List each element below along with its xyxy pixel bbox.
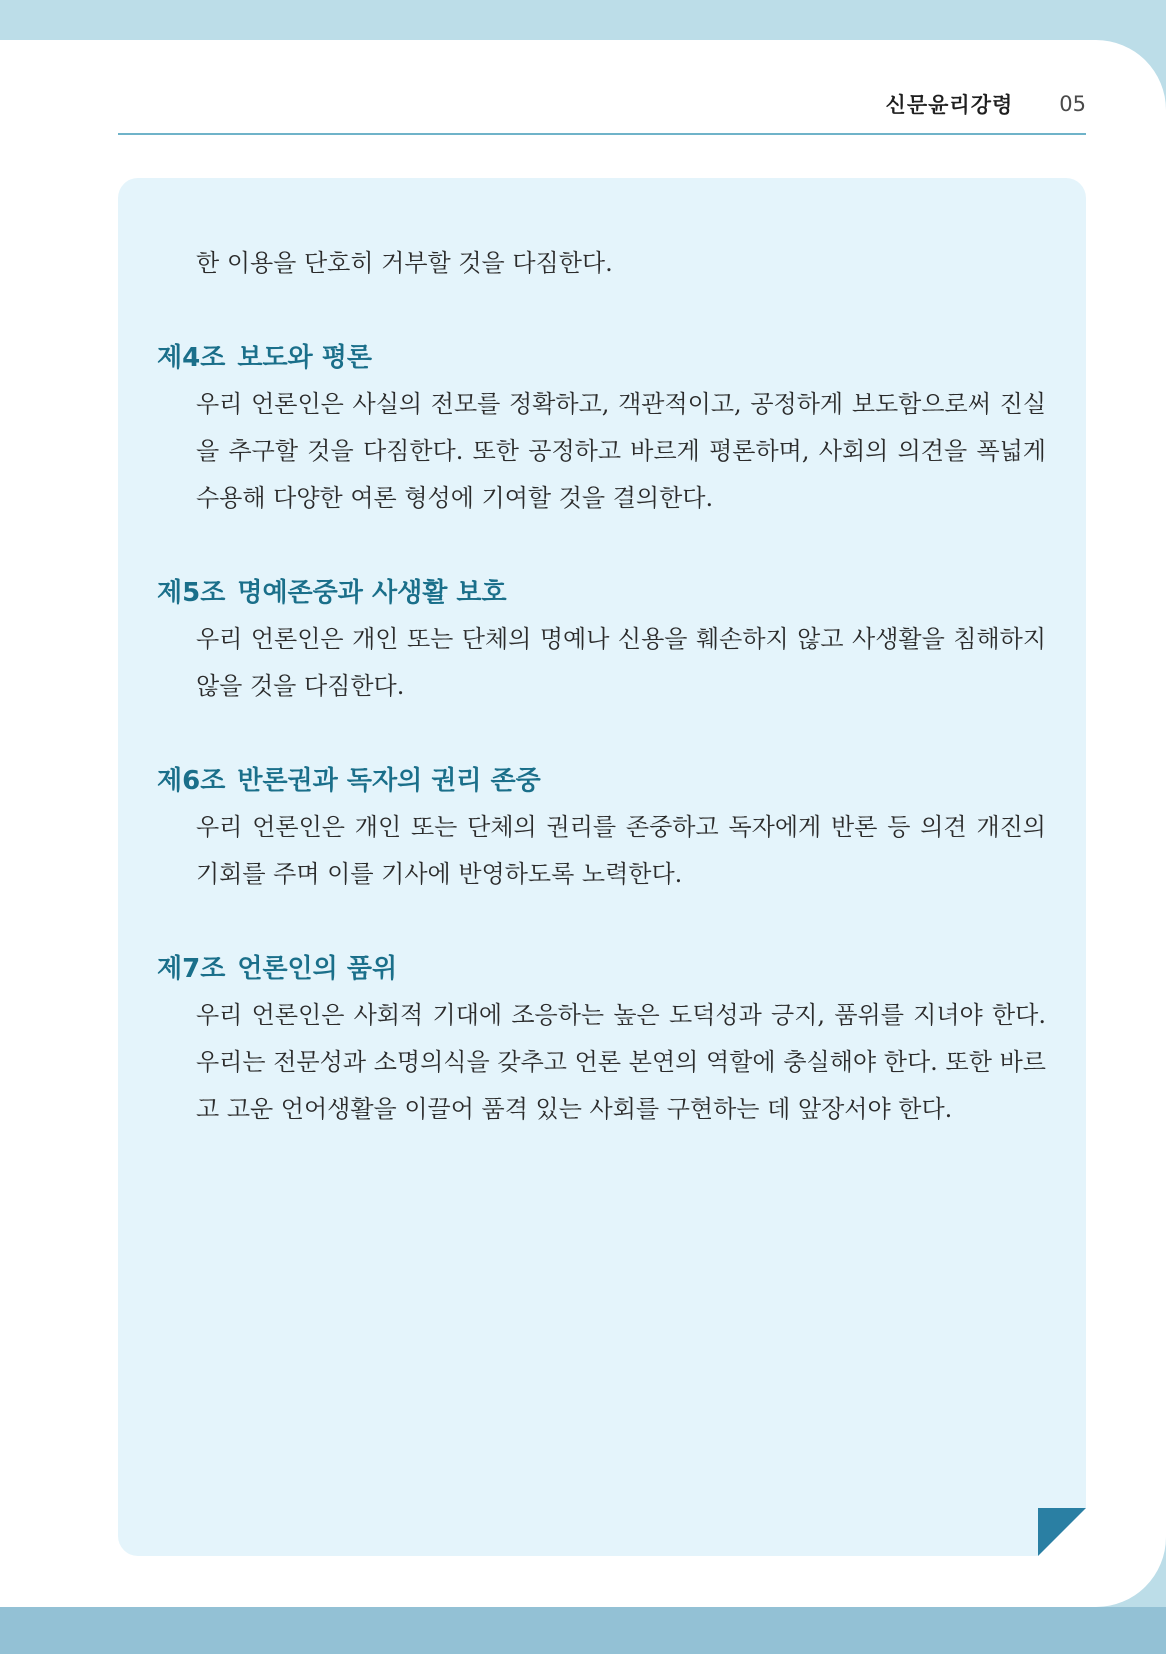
- article-6-number: 제6조: [157, 766, 226, 796]
- article-4-number: 제4조: [157, 343, 226, 373]
- header-divider: [118, 133, 1086, 135]
- article-6-body: 우리 언론인은 개인 또는 단체의 권리를 존중하고 독자에게 반론 등 의견 개진의 기회를 주며 이를 기사에 반영하도록 노력한다.: [196, 813, 1046, 888]
- article-6-heading: [157, 760, 541, 797]
- article-7-title: 언론인의 품위: [237, 954, 398, 984]
- header-title: 신문윤리강령: [885, 93, 1014, 117]
- intro-paragraph: 한 이용을 단호히 거부할 것을 다짐한다.: [196, 249, 613, 277]
- corner-fold-icon: [1038, 1508, 1086, 1556]
- bottom-band: [0, 1607, 1166, 1654]
- page-number: 05: [1059, 92, 1086, 116]
- article-4-title: 보도와 평론: [237, 343, 372, 373]
- page-header: [118, 90, 1086, 118]
- article-6-title: 반론권과 독자의 권리 존중: [237, 766, 541, 796]
- article-5-title: 명예존중과 사생활 보호: [237, 578, 507, 608]
- article-5-number: 제5조: [157, 578, 226, 608]
- article-7-body: 우리 언론인은 사회적 기대에 조응하는 높은 도덕성과 긍지, 품위를 지녀야 한다. 우리는 전문성과 소명의식을 갖추고 언론 본연의 역할에 충실해야 한다. 또한 바르고 고운 언어생활을 이끌어 품격 있는 사회를 구현하는 데 앞장서야 한다.: [196, 1001, 1046, 1123]
- article-5-heading: [157, 572, 507, 609]
- article-5-body: 우리 언론인은 개인 또는 단체의 명예나 신용을 훼손하지 않고 사생활을 침해하지 않을 것을 다짐한다.: [196, 625, 1046, 700]
- article-4-body: 우리 언론인은 사실의 전모를 정확하고, 객관적이고, 공정하게 보도함으로써 진실을 추구할 것을 다짐한다. 또한 공정하고 바르게 평론하며, 사회의 의견을 폭넓게 수용해 다양한 여론 형성에 기여할 것을 결의한다.: [196, 390, 1046, 512]
- article-4-heading: [157, 337, 372, 374]
- article-7-heading: [157, 948, 397, 985]
- article-7-number: 제7조: [157, 954, 226, 984]
